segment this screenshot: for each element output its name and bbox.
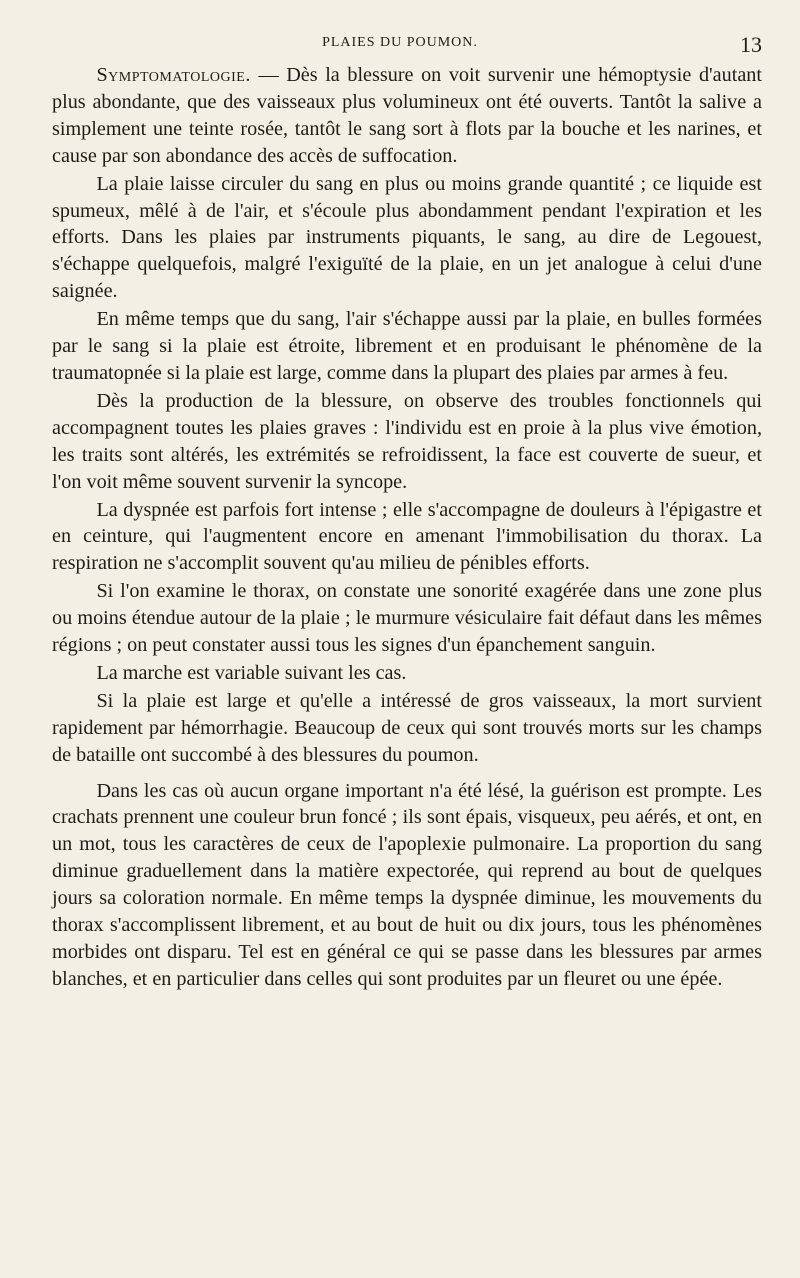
paragraph-text: — Dès la blessure on voit survenir une hémoptysie d'autant plus abondante, que des vaisseaux plus volumineux ont été ouverts. Tantôt la salive a simplement une teinte rosée, tantôt le sang sort à flots par la bouche et les narines, et cause par son abondance des accès de suffocation.: [52, 64, 762, 167]
paragraph-healing: Dans les cas où aucun organe important n'a été lésé, la guérison est prompte. Les crachats prennent une couleur brun foncé ; ils sont épais, visqueux, peu aérés, et ont, en un mot, tous les caractères de ceux de l'apoplexie pulmonaire. La proportion du sang diminue graduellement dans la matière expectorée, qui reprend au bout de quelques jours sa coloration normale. En même temps la dyspnée diminue, les mouvements du thorax s'accomplissent librement, et au bout de huit ou dix jours, tous les phénomènes morbides ont disparu. Tel est en général ce qui se passe dans les blessures par armes blanches, et en particulier dans celles qui sont produites par un fleuret ou une épée.: [52, 779, 762, 990]
running-title: PLAIES DU POUMON.: [322, 35, 478, 50]
paragraph-blood-flow: La plaie laisse circuler du sang en plus ou moins grande quantité ; ce liquide est spumeux, mêlé à de l'air, et s'écoule plus abondamment pendant l'expiration et les efforts. Dans les plaies par instruments piquants, le sang, au dire de Legouest, s'échappe quelquefois, malgré l'exiguïté de la plaie, en un jet analogue à celui d'une saignée.: [52, 172, 762, 303]
paragraph-thorax-exam: Si l'on examine le thorax, on constate une sonorité exagérée dans une zone plus ou moins étendue autour de la plaie ; le murmure vésiculaire fait défaut dans les mêmes régions ; on peut constater aussi tous les signes d'un épanchement sanguin.: [52, 580, 762, 657]
paragraph-course: La marche est variable suivant les cas.: [96, 661, 407, 684]
paragraph-symptomatology: [52, 62, 762, 170]
page-number: 13: [740, 32, 762, 57]
paragraph-dyspnea: La dyspnée est parfois fort intense ; elle s'accompagne de douleurs à l'épigastre et en ceinture, qui l'augmentent encore en amenant l'immobilisation du thorax. La respiration ne s'accomplit souvent qu'au milieu de pénibles efforts.: [52, 498, 762, 575]
paragraph-hemorrhage: Si la plaie est large et qu'elle a intéressé de gros vaisseaux, la mort survient rapidement par hémorrhagie. Beaucoup de ceux qui sont trouvés morts sur les champs de bataille ont succombé à des blessures du poumon.: [52, 689, 762, 766]
section-heading: Symptomatologie.: [96, 64, 251, 86]
paragraph-air-escape: En même temps que du sang, l'air s'échappe aussi par la plaie, en bulles formées par le sang si la plaie est étroite, librement et en produisant le phénomène de la traumatopnée si la plaie est large, comme dans la plupart des plaies par armes à feu.: [52, 308, 762, 384]
paragraph-functional-troubles: Dès la production de la blessure, on observe des troubles fonctionnels qui accompagnent toutes les plaies graves : l'individu est en proie à la plus vive émotion, les traits sont altérés, les extrémités se refroidissent, la face est couverte de sueur, et l'on voit même souvent survenir la syncope.: [52, 389, 762, 493]
